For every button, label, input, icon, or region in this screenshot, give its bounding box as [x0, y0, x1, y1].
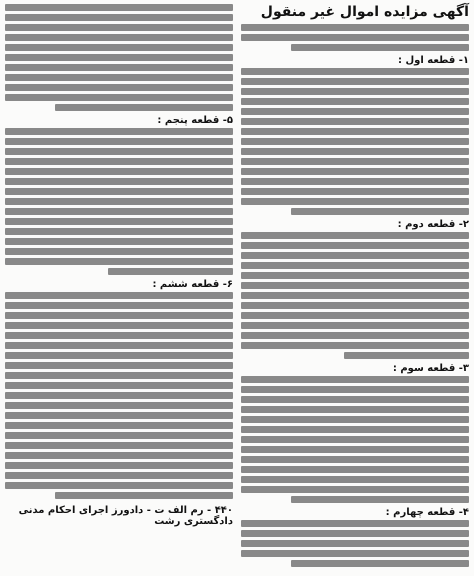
lot-heading-2: ۲- قطعه دوم :	[397, 219, 469, 230]
left-column	[5, 4, 233, 572]
lot-text-3	[241, 376, 469, 503]
lot-text-6	[5, 292, 233, 499]
lot-heading-1: ۱- قطعه اول :	[397, 55, 469, 66]
notice-columns	[5, 4, 469, 572]
intro-text	[241, 24, 469, 51]
lot-heading-4: ۴- قطعه چهارم :	[385, 507, 469, 518]
lot-text-5	[5, 128, 233, 275]
right-column	[241, 4, 469, 572]
lot-text-4	[241, 520, 469, 567]
lot-heading-6: ۶- قطعه ششم :	[152, 279, 233, 290]
notice-footer: ۴۴۰ - رم الف ت - دادورز اجرای احکام مدنی دادگستری رشت	[18, 505, 233, 527]
lot-text-1	[241, 68, 469, 215]
notice-title: آگهی مزایده اموال غیر منقول	[260, 4, 469, 20]
lot-heading-5: ۵- قطعه پنجم :	[157, 115, 233, 126]
lot-text-2	[241, 232, 469, 359]
lot-heading-3: ۳- قطعه سوم :	[392, 363, 469, 374]
continued-text	[5, 4, 233, 111]
